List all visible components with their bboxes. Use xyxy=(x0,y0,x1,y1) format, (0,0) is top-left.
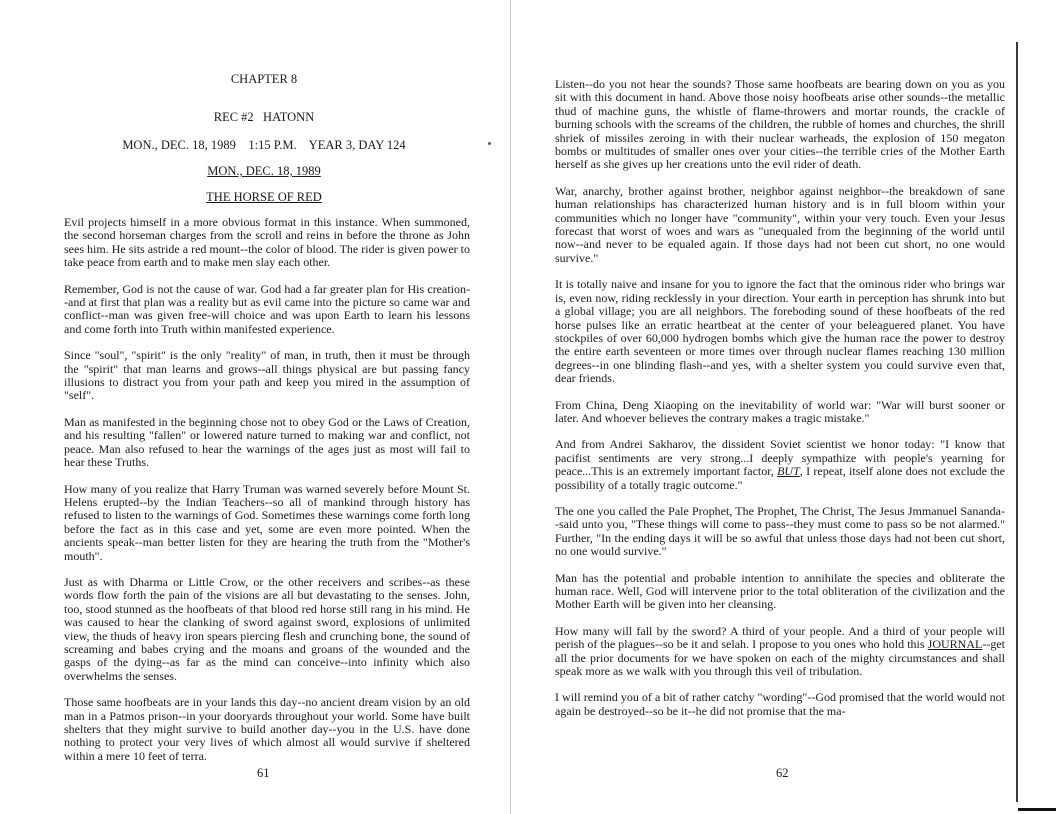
right-body xyxy=(555,78,1005,731)
text-run: , I repeat, itself alone does not exclude the possibility of a totally tragic outcome." xyxy=(555,464,1005,492)
text-run: --get all the prior documents for we have spoken on each of the mighty circumstances and shall speak more as we walk with you through this veil of tribulation. xyxy=(555,637,1005,679)
paragraph: Since "soul", "spirit" is the only "reality" of man, in truth, then it must be through the "spirit" that man learns and grows--all things physical are but passing fancy illusions to distract you from your path and keep you mired in the assumption of "self". xyxy=(64,348,470,403)
paragraph: How many of you realize that Harry Truman was warned severely before Mount St. Helens erupted--by the Indian Teachers--so all of mankind through history has refused to listen to the warnings of God. Sometimes these warnings come forth long before the fact as in this case and yet, some are even more pointed. When the ancients speak--man better listen for they are hearing the truth from the "Mother's mouth". xyxy=(64,481,470,563)
chapter-title: THE HORSE OF RED xyxy=(206,190,322,204)
paragraph: Listen--do you not hear the sounds? Those same hoofbeats are bearing down on you as you sit with this document in hand. Above those noisy hoofbeats arise other sounds--the metallic thud of machine guns, the whistle of flame-throwers and mortar rounds, the crackle of burning schools with the screams of the children, the rubble of homes and churches, the shrill shriek of missiles zeroing in with their nuclear warheads, the explosion of 150 megaton bombs or multitudes of smaller ones over your cities--the terrible cries of the Mother Earth herself as she gives up her creations unto the evil rider of death. xyxy=(555,77,1005,172)
emphasis-journal: JOURNAL xyxy=(927,637,983,652)
paragraph: War, anarchy, brother against brother, neighbor against neighbor--the breakdown of sane human relationships has characterized human history and is in full bloom within your communities which no longer have "community", within your very touch. Even your Jesus forecast that worst of woes and wars as "unequaled from the beginning of the world until now--and never to be equaled again. If those days had not been cut short, no one would survive." xyxy=(555,183,1005,265)
page-number: 61 xyxy=(257,766,270,780)
page-number: 62 xyxy=(776,766,789,780)
text-run: And from Andrei Sakharov, the dissident Soviet scientist we honor today: "I know that pacifist sentiments are very strong...I deeply sympathize with people's yearning for peace...This is an extremely important factor, xyxy=(555,437,1005,479)
emphasis-but: BUT xyxy=(777,464,800,479)
dateline: MON., DEC. 18, 1989 1:15 P.M. YEAR 3, DAY 124 xyxy=(122,138,406,152)
sword-paragraph xyxy=(555,625,1005,679)
paragraph: Man as manifested in the beginning chose not to obey God or the Laws of Creation, and his resulting "fallen" or lowered nature turned to making war and conflict, not peace. Man also refused to hear the warnings of the ages just as most will fail to hear these Truths. xyxy=(64,414,470,470)
paragraph: The one you called the Pale Prophet, The Prophet, The Christ, The Jesus Jmmanuel Sananda--said unto you, "These things will come to pass--they must come to pass so be not alarmed." Further, "In the ending days it will be so awful that unless those days had not been cut short, no one would survive." xyxy=(555,503,1005,559)
paragraph: Man has the potential and probable intention to annihilate the species and obliterate the human race. Well, God will intervene prior to the total obliteration of the civilization and the Mother Earth will be given into her cleansing. xyxy=(555,570,1005,612)
paragraph: Just as with Dharma or Little Crow, or the other receivers and scribes--as these words flow forth the pain of the visions are all but devastating to the senses. John, too, stood stunned as the hoofbeats of that blood red horse still rang in his mind. He was caused to hear the clanking of sword against sword, explosions of unlimited view, the thuds of heavy iron spears piercing flesh and crunching bone, the sound of screaming and babes crying and the moans and groans of the wounded and the gasps of the dying--as far as the mind can conceive--into infinity which also overwhelms the senses. xyxy=(64,574,470,683)
right-page xyxy=(528,0,1056,814)
paragraph: I will remind you of a bit of rather catchy "wording"--God promised that the world would not again be destroyed--so be it--he did not promise that the ma- xyxy=(555,690,1005,718)
paragraph: From China, Deng Xiaoping on the inevitability of world war: "War will burst sooner or later. And whoever believes the contrary makes a tragic mistake." xyxy=(555,397,1005,425)
paragraph: It is totally naive and insane for you to ignore the fact that the ominous rider who brings war is, even now, riding recklessly in your direction. Your earth in perception has shrunk into but a global village; you are all neighbors. The foreboding sound of these hoofbeats of the red horse pulses like an erratic heartbeat at the center of your beleaguered planet. You have stockpiles of over 60,000 hydrogen bombs which give the human race the power to destroy the entire earth seventeen or more times over through nuclear flames reaching 130 million degrees--in one blinding flash--and yes, with a shelter system you could survive even that, dear friends. xyxy=(555,277,1005,386)
chapter-heading: CHAPTER 8 xyxy=(230,72,298,86)
paragraph: Evil projects himself in a more obvious format in this instance. When summoned, the second horseman charges from the scroll and reins in before the throne as John sees him. He sits astride a red mount--the color of blood. The rider is given power to take peace from earth and to make men slay each other. xyxy=(64,215,470,270)
rec-heading: REC #2 HATONN xyxy=(213,110,315,124)
date-heading: MON., DEC. 18, 1989 xyxy=(207,164,321,178)
sakharov-paragraph xyxy=(555,438,1005,492)
paragraph: Remember, God is not the cause of war. God had a far greater plan for His creation--and at first that plan was a reality but as evil came into the picture so came war and conflict--man was given free-will choice and was upon Earth to learn his lessons and come forth into Truth within manifested experience. xyxy=(64,281,470,336)
paragraph: Those same hoofbeats are in your lands this day--no ancient dream vision by an old man in a Patmos prison--in your dooryards throughout your world. Some have built shelters that they might survive to build another day--you in the U.S. have done nothing to protect your very lives of which almost all would survive if sheltered within a mere 10 feet of terra. xyxy=(64,695,470,763)
left-body xyxy=(64,216,470,776)
text-run: How many will fall by the sword? A third of your people. And a third of your people will perish of the plagues--so be it and selah. I propose to you ones who hold this xyxy=(555,623,1005,652)
